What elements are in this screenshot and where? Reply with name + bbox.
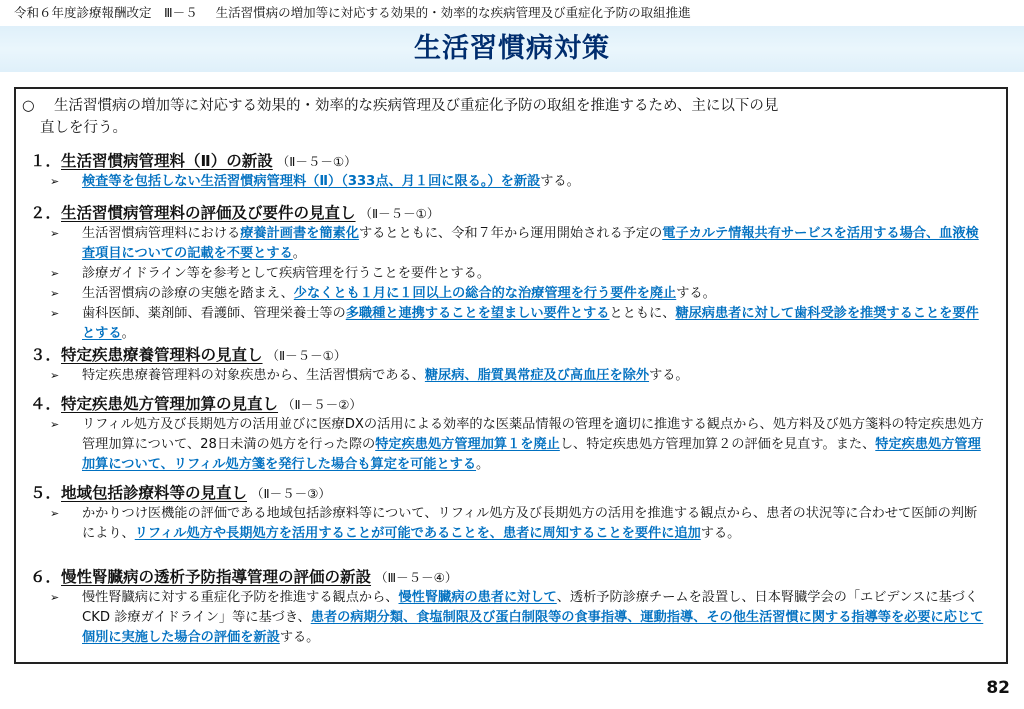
section-number: ２． (30, 204, 62, 222)
intro-line-2: 直しを行う。 (40, 120, 127, 136)
section-code: （Ⅲ－５－④） (375, 570, 458, 585)
arrowhead-right-icon: ➢ (50, 267, 60, 280)
highlighted-text: 慢性腎臓病の患者に対して (398, 590, 557, 605)
bullet-item (50, 415, 990, 475)
highlighted-text: 患者の病期分類、食塩制限及び蛋白制限等の食事指導、運動指導、その他生活習慣に関する指導等を必要に応じて個別に実施した場合の評価を新設 (82, 610, 984, 645)
section-title: 生活習慣病管理料（Ⅱ）の新設 (61, 152, 273, 170)
body-text: し、特定疾患処方管理加算２の評価を見直す。また、 (559, 437, 876, 452)
section-number: １． (30, 152, 62, 170)
bullet-text (50, 366, 990, 386)
body-text: 、透析予防診療チームを設置し、日本腎臓学会の「エビデンスに基づくCKD 診療ガイドライン」等に基づき、 (82, 590, 979, 625)
arrowhead-right-icon: ➢ (50, 591, 60, 604)
bullet-text (50, 264, 990, 284)
body-text: する。 (676, 286, 716, 301)
body-text: する。 (649, 368, 689, 383)
section-title: 特定疾患処方管理加算の見直し (61, 395, 279, 413)
section-3-heading (30, 344, 346, 367)
body-text: リフィル処方及び長期処方の活用並びに医療DXの活用による効率的な医薬品情報の管理を適切に推進する観点から、処方料及び処方箋料の特定疾患処方管理加算について、28日未満の処方を行った際の (82, 417, 984, 452)
highlighted-text: 療養計画書を簡素化 (240, 226, 359, 241)
body-text: 歯科医師、薬剤師、看護師、管理栄養士等の (82, 306, 346, 321)
header-line (14, 4, 1014, 22)
bullet-item (50, 224, 990, 264)
highlighted-text: 多職種と連携することを望ましい要件とする (345, 306, 610, 321)
section-5-heading (30, 482, 331, 505)
section-number: ３． (30, 346, 62, 364)
bullet-item (50, 588, 990, 648)
bullet-item (50, 504, 990, 544)
body-text: するとともに、令和７年から運用開始される予定の (358, 226, 663, 241)
revision-label: 令和６年度診療報酬改定 Ⅲ－５ (14, 5, 198, 20)
body-text: かかりつけ医機能の評価である地域包括診療料等について、リフィル処方及び長期処方の活用を推進する観点から、患者の状況等に合わせて医師の判断により、 (82, 506, 978, 541)
arrowhead-right-icon: ➢ (50, 175, 60, 188)
arrowhead-right-icon: ➢ (50, 418, 60, 431)
highlighted-text: 特定疾患処方管理加算について、リフィル処方箋を発行した場合も算定を可能とする (82, 437, 981, 472)
bullet-text (50, 588, 990, 648)
bullet-item (50, 172, 990, 192)
section-6-heading (30, 566, 457, 589)
highlighted-text: 電子カルテ情報共有サービスを活用する場合、血液検査項目についての記載を不要とする (82, 226, 979, 261)
highlighted-text: 特定疾患処方管理加算１を廃止 (375, 437, 560, 452)
bullet-item (50, 304, 990, 344)
arrowhead-right-icon: ➢ (50, 369, 60, 382)
intro-paragraph (22, 95, 992, 139)
body-text: 。 (292, 246, 306, 261)
highlighted-text: 少なくとも１月に１回以上の総合的な治療管理を行う要件を廃止 (293, 286, 677, 301)
section-number: ６． (30, 568, 62, 586)
section-code: （Ⅱ－５－②） (282, 397, 362, 412)
body-text: 診療ガイドライン等を参考として疾病管理を行うことを要件とする。 (82, 266, 491, 281)
header-subtitle: 生活習慣病の増加等に対応する効果的・効率的な疾病管理及び重症化予防の取組推進 (215, 5, 691, 20)
arrowhead-right-icon: ➢ (50, 307, 60, 320)
body-text: 生活習慣病管理料における (82, 226, 241, 241)
section-number: ４． (30, 395, 62, 413)
section-code: （Ⅱ－５－③） (251, 486, 331, 501)
section-code: （Ⅱ－５－①） (276, 154, 357, 169)
arrowhead-right-icon: ➢ (50, 507, 60, 520)
body-text: 。 (121, 326, 135, 341)
body-text: する。 (700, 526, 741, 541)
body-text: 特定疾患療養管理料の対象疾患から、生活習慣病である、 (82, 368, 425, 383)
page-title: 生活習慣病対策 (414, 33, 610, 64)
bullet-text (50, 172, 990, 192)
bullet-item (50, 366, 990, 386)
body-text: 。 (476, 457, 490, 472)
bullet-text (50, 304, 990, 344)
section-4-heading (30, 393, 362, 416)
bullet-item (50, 264, 990, 284)
section-title: 特定疾患療養管理料の見直し (61, 346, 263, 364)
highlighted-text: 糖尿病患者に対して歯科受診を推奨することを要件とする (82, 306, 979, 341)
bullet-text (50, 284, 990, 304)
body-text: 慢性腎臓病に対する重症化予防を推進する観点から、 (82, 590, 399, 605)
body-text: する。 (540, 174, 580, 189)
bullet-item (50, 284, 990, 304)
bullet-text (50, 504, 990, 544)
body-text: 生活習慣病の診療の実態を踏まえ、 (82, 286, 294, 301)
intro-line-1: 生活習慣病の増加等に対応する効果的・効率的な疾病管理及び重症化予防の取組を推進するため、主に以下の見 (54, 98, 779, 114)
body-text: する。 (279, 630, 320, 645)
highlighted-text: 検査等を包括しない生活習慣病管理料（Ⅱ）（333点、月１回に限る。）を新設 (82, 174, 541, 189)
section-number: ５． (30, 484, 62, 502)
bullet-text (50, 224, 990, 264)
section-2-heading (30, 202, 439, 225)
circle-bullet-icon: ○ (22, 98, 35, 114)
section-title: 地域包括診療料等の見直し (61, 484, 248, 502)
section-code: （Ⅱ－５－①） (266, 348, 347, 363)
section-code: （Ⅱ－５－①） (359, 206, 440, 221)
body-text: とともに、 (609, 306, 676, 321)
bullet-text (50, 415, 990, 475)
section-title: 生活習慣病管理料の評価及び要件の見直し (61, 204, 356, 222)
section-title: 慢性腎臓病の透析予防指導管理の評価の新設 (61, 568, 372, 586)
page-number: 82 (986, 678, 1010, 698)
arrowhead-right-icon: ➢ (50, 227, 60, 240)
section-1-heading (30, 150, 357, 173)
arrowhead-right-icon: ➢ (50, 287, 60, 300)
highlighted-text: 糖尿病、脂質異常症及び高血圧を除外 (424, 368, 650, 383)
highlighted-text: リフィル処方や長期処方を活用することが可能であることを、患者に周知することを要件に追加 (134, 526, 701, 541)
